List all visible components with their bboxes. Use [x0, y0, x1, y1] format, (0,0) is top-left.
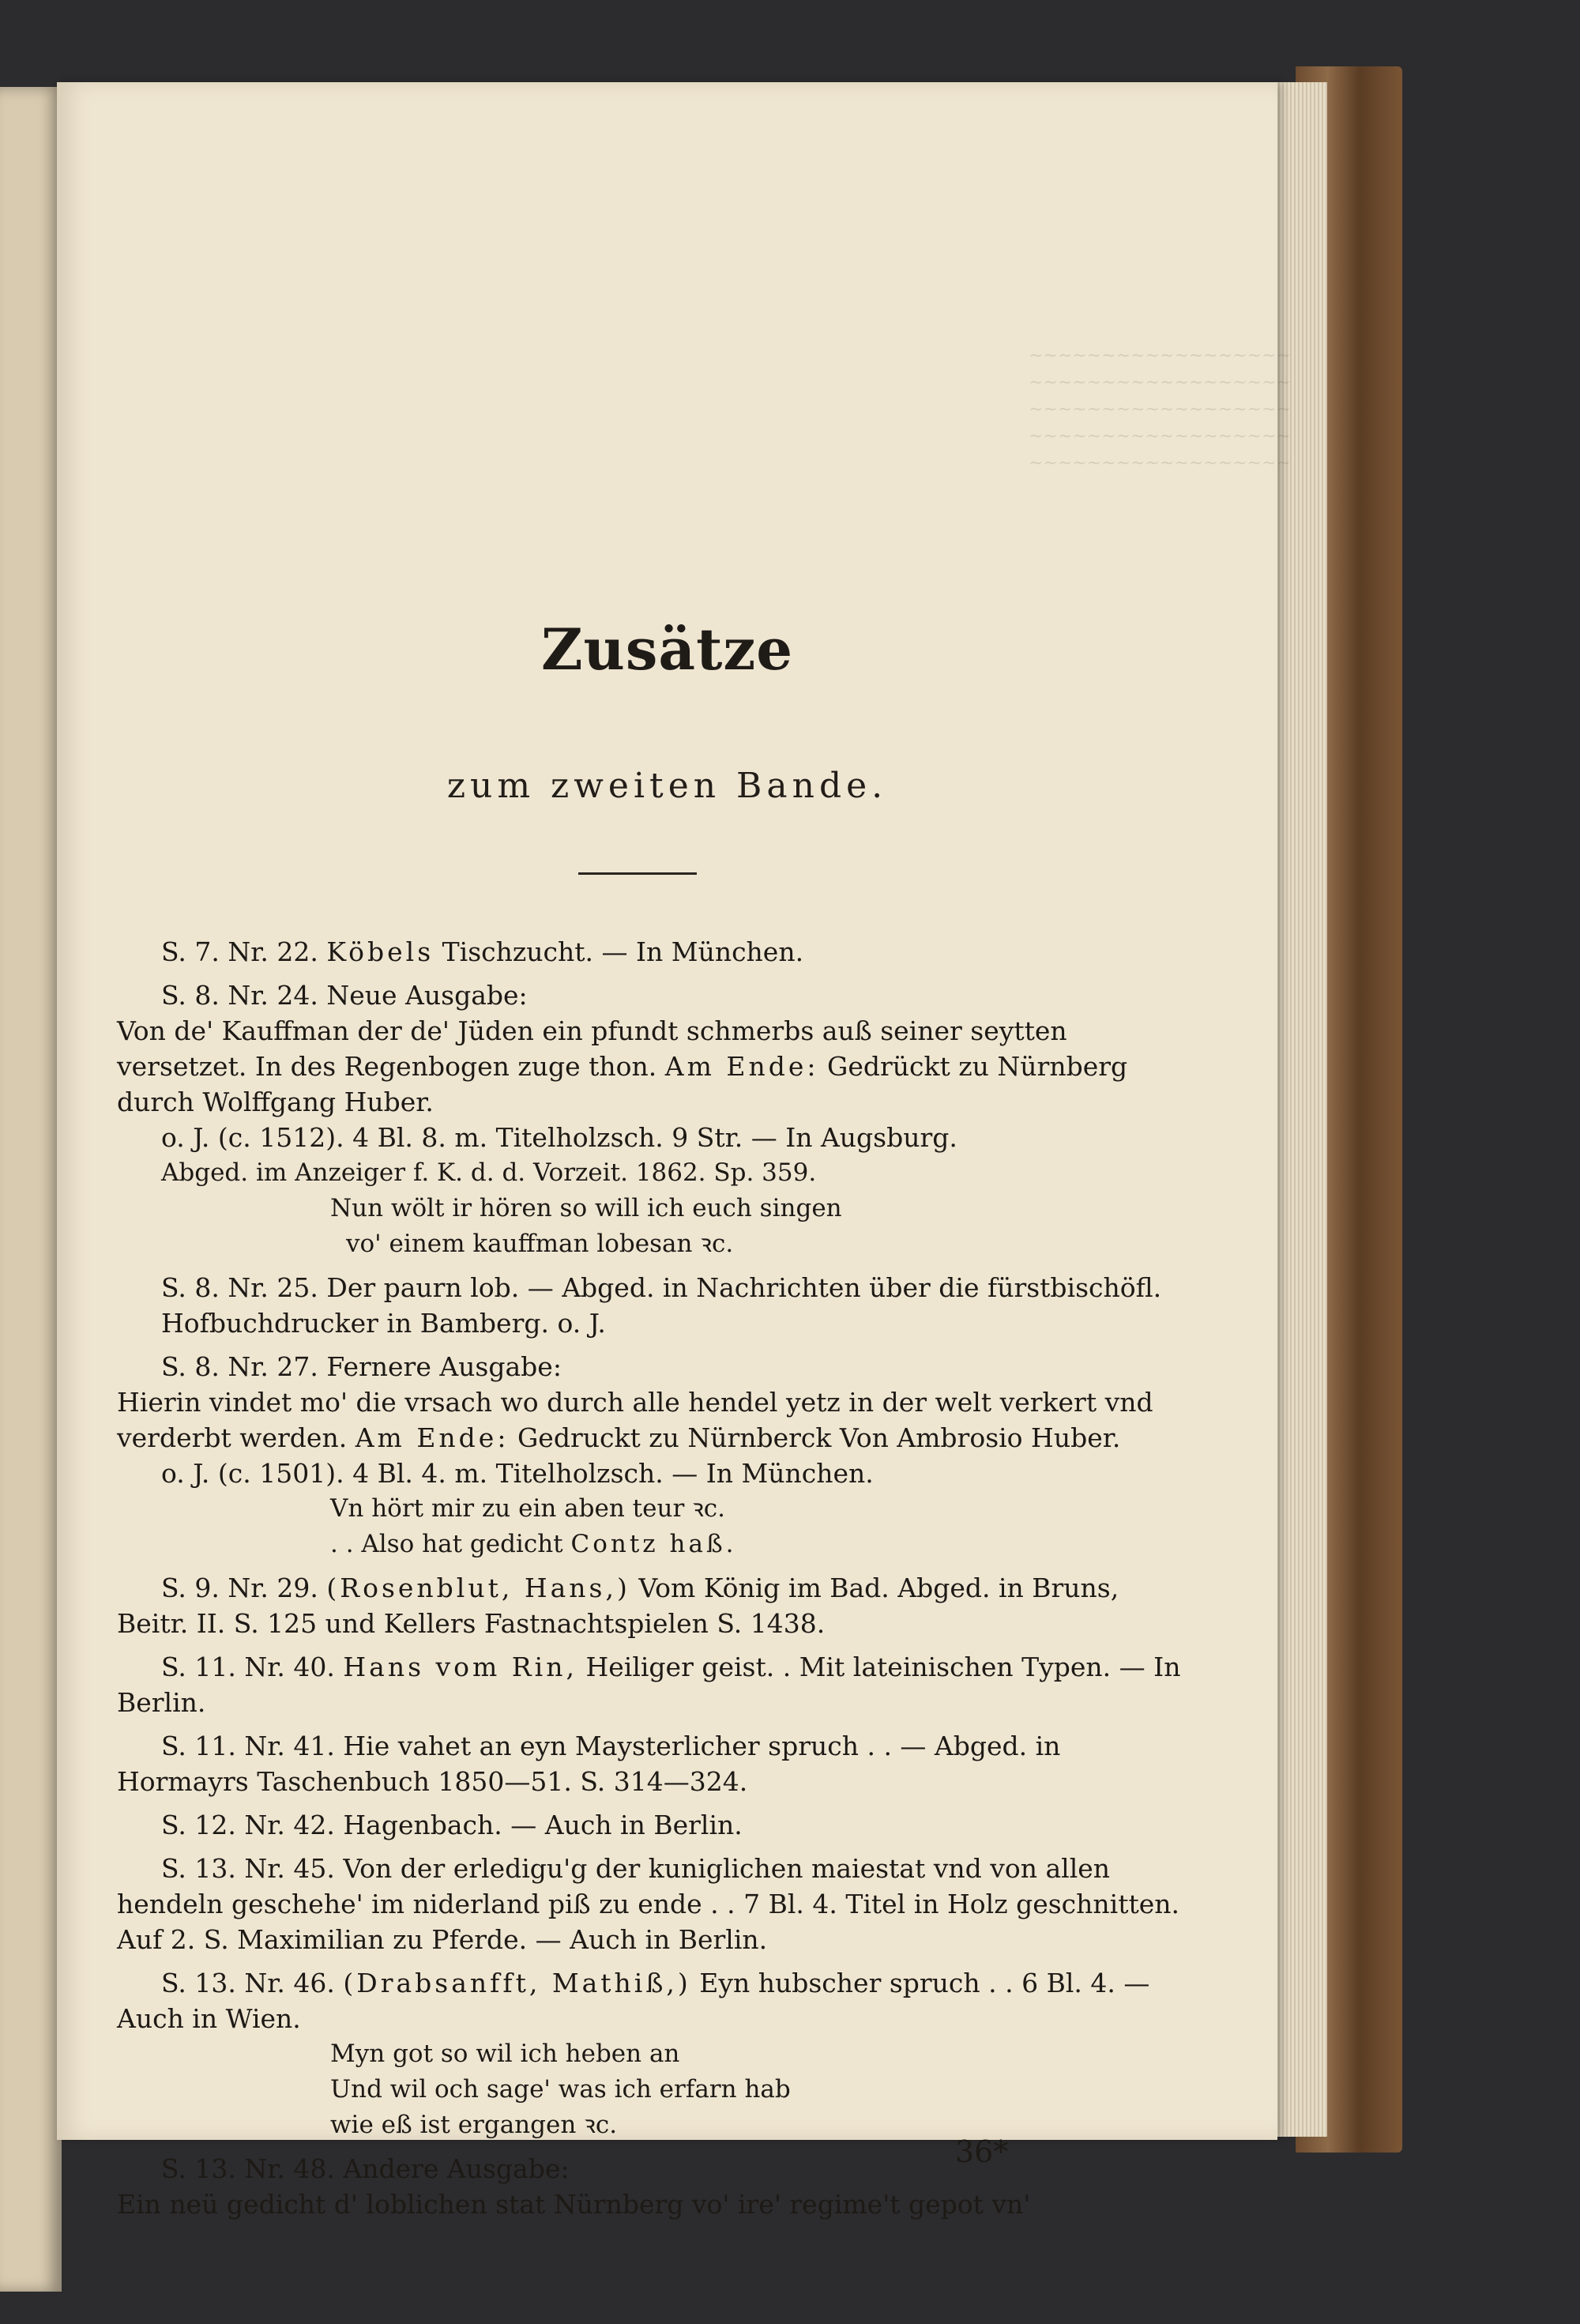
entry-s12-nr42: S. 12. Nr. 42. Hagenbach. — Auch in Berlin. — [161, 1810, 743, 1840]
entry-s7-nr22: S. 7. Nr. 22. Köbels Tischzucht. — In München. — [161, 936, 804, 967]
entry-s13-nr48-body: Ein neü gedicht d' loblichen stat Nürnberg vo' ire' regime't gepot vn' — [117, 2189, 1031, 2220]
entry-s8-nr24: S. 8. Nr. 24. Neue Ausgabe: — [161, 980, 528, 1011]
entry-s11-nr41: S. 11. Nr. 41. Hie vahet an eyn Maysterlicher spruch . . — Abged. in Hormayrs Taschenbuch 1850—51. S. 314—324. — [117, 1731, 1061, 1797]
verse-line: Und wil och sage' was ich erfarn hab — [330, 2075, 791, 2104]
entry-s8-nr24-abged: Abged. im Anzeiger f. K. d. d. Vorzeit. 1862. Sp. 359. — [161, 1158, 817, 1187]
entry-s8-nr27: S. 8. Nr. 27. Fernere Ausgabe: — [161, 1351, 562, 1382]
entry-s8-nr25: S. 8. Nr. 25. Der paurn lob. — Abged. in Nachrichten über die fürstbischöfl. Hofbuchdrucker in Bamberg. o. J. — [161, 1272, 1162, 1339]
left-page-edge — [0, 87, 62, 2292]
entry-s13-nr46: S. 13. Nr. 46. (Drabsanfft, Mathiß,) Eyn hubscher spruch . . 6 Bl. 4. — Auch in Wien. — [117, 1968, 1150, 2034]
entry-s13-nr45: S. 13. Nr. 45. Von der erledigu'g der kuniglichen maiestat vnd von allen hendeln geschehe' im niderland piß zu ende . . 7 Bl. 4. Titel in Holz geschnitten. Auf 2. S. Maximilian zu Pferde. — Auch in Berlin. — [117, 1853, 1180, 1955]
entry-s11-nr40: S. 11. Nr. 40. Hans vom Rin, Heiliger geist. . Mit lateinischen Typen. — In Berlin. — [117, 1652, 1181, 1718]
entry-s13-nr48: S. 13. Nr. 48. Andere Ausgabe: — [161, 2153, 570, 2184]
entry-s8-nr24-imprint: o. J. (c. 1512). 4 Bl. 8. m. Titelholzsch. 9 Str. — In Augsburg. — [161, 1122, 957, 1153]
addenda-text — [117, 934, 1191, 2222]
verse-line: . . Also hat gedicht Contz haß. — [330, 1530, 737, 1558]
verse-line: Vn hört mir zu ein aben teur ꝛc. — [330, 1494, 726, 1523]
entry-s9-nr29: S. 9. Nr. 29. (Rosenblut, Hans,) Vom König im Bad. Abged. in Bruns, Beitr. II. S. 125 und Kellers Fastnachtspielen S. 1438. — [117, 1573, 1119, 1639]
title-divider — [578, 872, 697, 875]
signature-mark: 36* — [955, 2134, 1009, 2169]
page-subtitle: zum zweiten Bande. — [446, 766, 888, 806]
entry-s8-nr24-body: Von de' Kauffman der de' Jüden ein pfundt schmerbs auß seiner seytten versetzet. In des Regenbogen zuge thon. Am Ende: Gedrückt zu Nürnberg durch Wolffgang Huber. — [117, 1015, 1128, 1117]
verse-line: wie eß ist ergangen ꝛc. — [330, 2111, 618, 2139]
verse-line: Myn got so wil ich heben an — [330, 2040, 680, 2068]
verse-line: Nun wölt ir hören so will ich euch singen — [330, 1194, 842, 1222]
book-page — [57, 82, 1291, 2220]
entry-s8-nr27-body: Hierin vindet mo' die vrsach wo durch alle hendel yetz in der welt verkert vnd verderbt werden. Am Ende: Gedruckt zu Nürnberck Von Ambrosio Huber. — [117, 1387, 1153, 1453]
entry-s8-nr27-imprint: o. J. (c. 1501). 4 Bl. 4. m. Titelholzsch. — In München. — [161, 1458, 874, 1489]
bleed-through-text: ~~~~~~~~~~~~~~~~~~ ~~~~~~~~~~~~~~~~~~ ~~~~~~~~~~~~~~~~~~ ~~~~~~~~~~~~~~~~~~ ~~~~~~~~~~~~~~~~~~ — [1029, 346, 1291, 473]
verse-line: vo' einem kauffman lobesan ꝛc. — [346, 1230, 734, 1258]
page-title: Zusätze — [540, 616, 794, 683]
